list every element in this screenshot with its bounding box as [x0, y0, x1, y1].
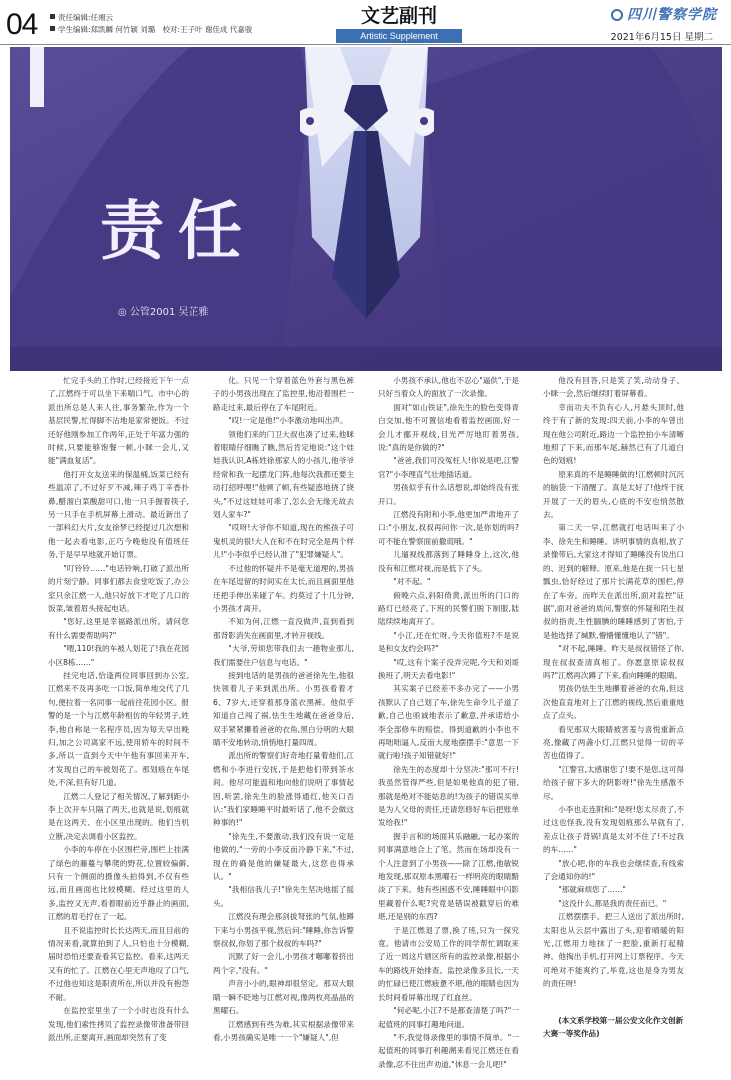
paragraph: 第二天一早,江燃就打电话叫来了小李、徐先生和睡睡。讲明事情的真相,放了录像带后,大家这才得知了睡睡没有说出口的、迟到的解释。原来,他是在捉一只七星瓢虫,恰好经过了那片长满花草的围栏,停在了车旁。而昨天在派出所,面对监控"证据",面对爸爸的质问,警察的怀疑和陌生叔叔的指责,生性腼腆的睡睡感到了害怕,于是他选择了缄默,懵懵懂懂地认了"错"。 [543, 523, 684, 640]
brand-logo [611, 4, 717, 24]
student-editor-line: 学生编辑:郑凯麟 何竹颖 刘璐 [58, 25, 156, 34]
paragraph: "不,我觉得录像里的事情不简单。"一起值班的同事打利趣溯来看见江燃还在看录像,忍不住出声劝道,"休息一会儿吧!" [378, 1032, 519, 1069]
paragraph: 且不说监控时长长达两天,而且目前的情况来看,就算拍到了人,只怕也十分模糊,届时恐怕还要查看其它监控。看来,这两天又有的忙了。江燃在心里无声地叹了口气,不过他也知这是职责所在,所以并没有抱怨不耐。 [48, 925, 189, 1002]
paragraph: 徐先生的态度却十分坚决:"那可不行!我虽然管得严些,但是如果他真的犯了错,那就是绝对不能姑息的!为孩子的错误买单是为人父母的责任,还请您修好车后把账单发给我!" [378, 764, 519, 828]
section-title: 文艺副刊 [360, 5, 437, 27]
issue-date: 2021年6月15日 星期二 [610, 32, 713, 43]
header-divider [0, 44, 731, 45]
paragraph: "小江,还在忙呀,今天你值班?不是说是和女友约会吗?" [378, 630, 519, 654]
paragraph: 他打开女友送来的保温桶,饭菜已经有些温凉了,不过好歹不减,辣子鸡丁辛香扑鼻,醋溜白菜酸甜可口,他一只手握着筷子,另一只手在手机屏幕上滑动。最近新出了一部科幻大片,女友徐梦已经提过几次想和他一起去看电影,正巧今晚他没有值班任务,于是早早地就开始订票。 [48, 469, 189, 560]
paragraph: "爸爸,我们可没冤枉人!你说是吧,江警官?"小李理直气壮地插话道。 [378, 456, 519, 479]
paragraph: 不知为何,江燃一直没做声,直到看到那背影消失在画面里,才转开视线。 [213, 617, 354, 640]
section-subtitle: Artistic Supplement [336, 29, 462, 43]
editor-line: 责任编辑:任湘云 [58, 13, 114, 22]
paragraph: 化。只见一个穿着蓝色外套与黑色裤子的小男孩出现在了监控里,他沿着围栏一路走过来,最后停在了车尾附近。 [213, 376, 354, 412]
paragraph: 看见那双大眼睛被害羞与喜悦重新点亮,像藏了两盏小灯,江燃只觉得一切的辛苦也值得了。 [543, 724, 684, 761]
newspaper-header [0, 0, 731, 44]
paragraph: 忙完手头的工作时,已经接近下午一点了,江燃终于可以坐下来喘口气。市中心的派出所总是人来人往,事务繁杂,作为一个基层民警,忙得脚不沾地是家常便饭。不过还好他刚参加工作两年,正处于年富力强的时候,只要能够饱餐一顿,小眯一会儿,又能"满血复活"。 [48, 376, 189, 466]
paragraph: 幸而功夫不负有心人,月悬头顶时,他终于有了新的发现:四天前,小李的车曾出现在他公司附近,路边一个监控拍小车清晰地照了下来,而那车尾,赫然已有了几道白色的划痕! [543, 402, 684, 466]
paragraph: 于是江燃退了票,换了班,只为一探究竟。他请市公安局工作的同学帮忙调取来了近一周这片辖区所有的监控录像,根据小车的路线开始排查。监控录像多且长,一天的忙碌已使江燃疲惫不堪,他的眼睛也因为长时间看屏幕出现了红血丝。 [378, 925, 519, 1002]
paragraph: 挂完电话,恰逢两位同事回到办公室,江燃来不及再多吃一口饭,简单地交代了几句,便拉着一名同事一起前往花园小区。报警的是一个与江燃年龄相仿的年轻男子,姓李,他自称是一名程序员,因为每天早出晚归,加之公司离家不远,使用轿车的时间不多,所以一直到今天中午他有事回来开车,才发现自己的车被划花了。那划痕在车尾处,不深,但有好几道。 [48, 670, 189, 788]
left-stripe [30, 47, 44, 107]
paragraph: "江警官,太感谢您了!要不是您,这可得给孩子留下多大的阴影呀!"徐先生感激不尽。 [543, 764, 684, 801]
hero-illustration [10, 47, 722, 371]
paragraph: 儿遛视线都落到了睡睡身上,这次,他没有和江燃对视,而是低下了头。 [378, 550, 519, 573]
brand-name: 四川警察学院 [627, 7, 717, 23]
paragraph: "您好,这里是幸福路派出所。请问您有什么需要帮助吗?" [48, 617, 189, 640]
hero-bottom-shade [10, 347, 722, 371]
paragraph: 俯晚六点,斜阳倚黄,派出所的门口的路灯已经亮了,下班的民警们脱下制服,陆陆续续地离开了。 [378, 590, 519, 627]
paragraph: "哎呀!大爷你不知道,现在的熊孩子可鬼机灵的很!大人在和不在时完全是两个样儿!"小李似乎已经认准了"犯罪嫌疑人"。 [213, 523, 354, 560]
police-badge-icon [414, 108, 434, 136]
paragraph: "大爷,劳烦您带我们去一趟物业那儿,我们需要住户信息与电话。" [213, 644, 354, 667]
page-number: 04 [6, 8, 38, 41]
paragraph: 声音小小的,眼神却很坚定。那双大眼睛一瞬不眨地与江燃对视,像两枚亮晶晶的黑曜石。 [213, 979, 354, 1016]
paragraph: 接到电话的是男孩的爸爸徐先生,他很快领着儿子来到派出所。小男孩看着才6、7岁大,还穿着那身蓝衣黑裤。他似乎知道自己闯了祸,怯生生地藏在爸爸身后,双手紧紧攥着爸爸的衣角,黑白分明的大眼睛不安地转动,悄悄地打量四周。 [213, 670, 354, 747]
paragraph: "对不起。" [393, 577, 431, 587]
paragraph: 小男孩不承认,他也不忍心"逼供",于是只好当着众人的面放了一次录像。 [378, 376, 519, 399]
paragraph: 小李也走连附和:"是呀!您太尽责了,不过这也怪我,没有发现划痕那么早就有了,差点让孩子背锅!真是太对不住了!不过我的车……" [543, 805, 684, 855]
paragraph: 江燃没有理会那剑拔弩张的气氛,他蹲下来与小男孩平视,然后问:"睡睡,你告诉警察叔叔,你划了那个叔叔的车吗?" [213, 912, 354, 949]
paragraph: 小李的车停在小区围栏旁,围栏上挂满了绿色的藤蔓与攀爬的野花,位置较偏僻,只有一个侧面的摄像头拍得到,不仅有些远,而且画面也比较模糊。经过这里的人多,监控又无声,看着眼前近乎静止的画面,江燃的眉毛拧在了一起。 [48, 845, 189, 922]
paragraph: 男孩似乎有什么话想说,却始终没有张开口。 [378, 483, 519, 506]
paragraph: 江燃摆摆手。把三人送出了派出所时,太阳也从云层中露出了头,迎着晴暖的阳光,江燃用力地抹了一把脸,重新打起精神。他掏出手机,打开网上订票程序。今天可绝对不能爽约了,毕竟,这也是身为男友的责任呀! [543, 912, 684, 989]
paragraph: "叮铃铃……"电话铃响,打破了派出所的片刻宁静。同事们都去食堂吃饭了,办公室只余江燃一人,他只好放下才吃了几口的饭菜,皱着眉头接起电话。 [48, 563, 189, 613]
text-column-3 [378, 374, 519, 1069]
text-column-1 [48, 374, 189, 1062]
paragraph: 在监控室里坐了一个小时也没有什么发现,他们索性拷贝了监控录像带准备带回派出所,正要离开,画面却突然有了变 [48, 1006, 189, 1042]
right-jacket-panel [422, 47, 722, 371]
paragraph: "喂,110!我的车被人划花了!我在花园小区8栋……" [48, 644, 189, 667]
paragraph: 握手言和的场面其乐融融,一起办案的同事满意地合上了笔。然而在场却没有一个人注意到了小男孩——除了江燃,他敏锐地发现,那双原本黑曜石一样明亮的眼睛黯淡了下来。他有些困惑不安,睡睡眼中闪影里藏着什么呢?究竟是错误被戳穿后的难堪,还是别的东西? [378, 831, 519, 922]
paragraph: 男孩仍怯生生地攥着爸爸的衣角,但这次他直直地对上了江燃的视线,然后重重地点了点头。 [543, 684, 684, 721]
paragraph: 派出所的警察们好奇地打量着他们,江燃和小李进行安抚,于是把他们带到茶水间。他尽可能温和地向他们说明了事情起因,听罢,徐先生的脸涨得通红,他关口否认:"我们家睡睡平时最听话了,他不会做这种事的!" [213, 751, 354, 828]
story-author: ◎ 公管2001 吴芷雅 [118, 307, 209, 318]
paragraph: "我相信我儿子!"徐先生坚决地摇了摇头。 [213, 885, 354, 908]
paragraph: 江燃感到有些为难,其实根据录像带来看,小男孩确实是唯一一个"嫌疑人",但 [213, 1019, 354, 1042]
award-footnote: (本文系学校第一届公安文化作文创新大赛一等奖作品) [543, 1016, 684, 1038]
paragraph: 他没有回答,只是笑了笑,动动身子、小眯一会,然后继续盯着屏幕看。 [543, 376, 684, 399]
paragraph: 领他们来的门卫大叔也凑了过来,他眯着眼睛仔细瞧了瞧,然后肯定地说:"这个娃娃我认识,A栋姓徐那家人的小孩儿,他爷爷经常和我一起摆龙门阵,他每次我都还要主动打招呼哩!"他顿了顿,有些疑惑地挠了挠头,"不过这娃娃可乖了,怎么会无缘无故去划人家车?" [213, 429, 354, 520]
school-emblem-icon [611, 9, 623, 21]
editor-line-row [50, 12, 252, 24]
paragraph: "对不起,睡睡。昨天是叔叔错怪了你,现在叔叔查清真相了。你愿意原谅叔叔吗?"江燃再次蹲了下来,看向睡睡的眼睛。 [543, 644, 684, 680]
paragraph: "徐先生,不要激动,我们没有说一定是他做的,"一旁的小李反而冷静下来,"不过,现在的确是他的嫌疑最大,这您也得承认。" [213, 831, 354, 882]
paragraph: "那就麻烦您了……" [558, 885, 626, 895]
paragraph: "这没什么,都是我的责任而已。" [558, 898, 667, 908]
paragraph: 江燃二人登记了相关情况,了解到距小李上次开车只隔了两天,也就是说,划痕就是在这两天、在小区里出现的。他们当机立断,决定去调看小区监控。 [48, 791, 189, 841]
text-column-2 [213, 374, 354, 1062]
paragraph: 江燃没有附和小李,他更加严肃地开了口:"小朋友,叔叔再问你一次,是你划的吗?可不能在警察面前撒谎哦。" [378, 510, 519, 546]
police-badge-icon [300, 108, 320, 136]
editor-credits [50, 12, 252, 36]
paragraph: "哎!一定是他!"小李激动地叫出声。 [228, 416, 348, 426]
paragraph: 不过他的怀疑并不是毫无道理的,男孩在车尾逗留的时间实在太长,而且画面里他还把手伸出来碰了车。约莫过了十几分钟,小男孩才离开。 [213, 563, 354, 613]
paragraph: 其实案子已经差不多办完了——小男孩默认了自己划了车,徐先生命令儿子道了歉,自己也亟诚地表示了歉意,并承诺给小李全部修车的赔偿。得到道歉的小李也不再咄咄逼人,反而大度地摆摆手:"意思一下就行啦!孩子知错就好!" [378, 684, 519, 761]
square-bullet-icon [50, 14, 55, 19]
paragraph: 原来真的不是睡睡做的!江燃顿时沉沉的脑袋一下清醒了。真是太好了!他终于抚开展了一天的眉头,心底的不安也悄然散去。 [543, 469, 684, 520]
paragraph: 面对"如山铁证",徐先生的脸色变得青白交加,他不可置信地看着监控画面,好一会儿才挪开视线,目光严厉地盯着男孩,说:"真的是你做的?" [378, 402, 519, 453]
story-title: 责任 [100, 194, 256, 269]
square-bullet-icon [50, 26, 55, 31]
text-column-4 [543, 374, 684, 1006]
paragraph: "放心吧,你的车我也会继续查,有线索了会通知你的!" [543, 858, 684, 882]
story-body [48, 374, 684, 1074]
proofreader-line: 校对:王子叶 谢佳成 代嘉骏 [162, 25, 253, 34]
student-editor-row [50, 24, 252, 36]
paragraph: "哎,这有个案子没弄完呢,今天和刘哥换班了,明天去看电影!" [378, 657, 519, 680]
paragraph: 沉默了好一会儿,小男孩才嘟嘟着挤出两个字,"没有。" [213, 952, 354, 975]
paragraph: "何必呢,小江?不是都查清楚了吗?"一起值班的同事打趣地问道。 [378, 1006, 519, 1029]
